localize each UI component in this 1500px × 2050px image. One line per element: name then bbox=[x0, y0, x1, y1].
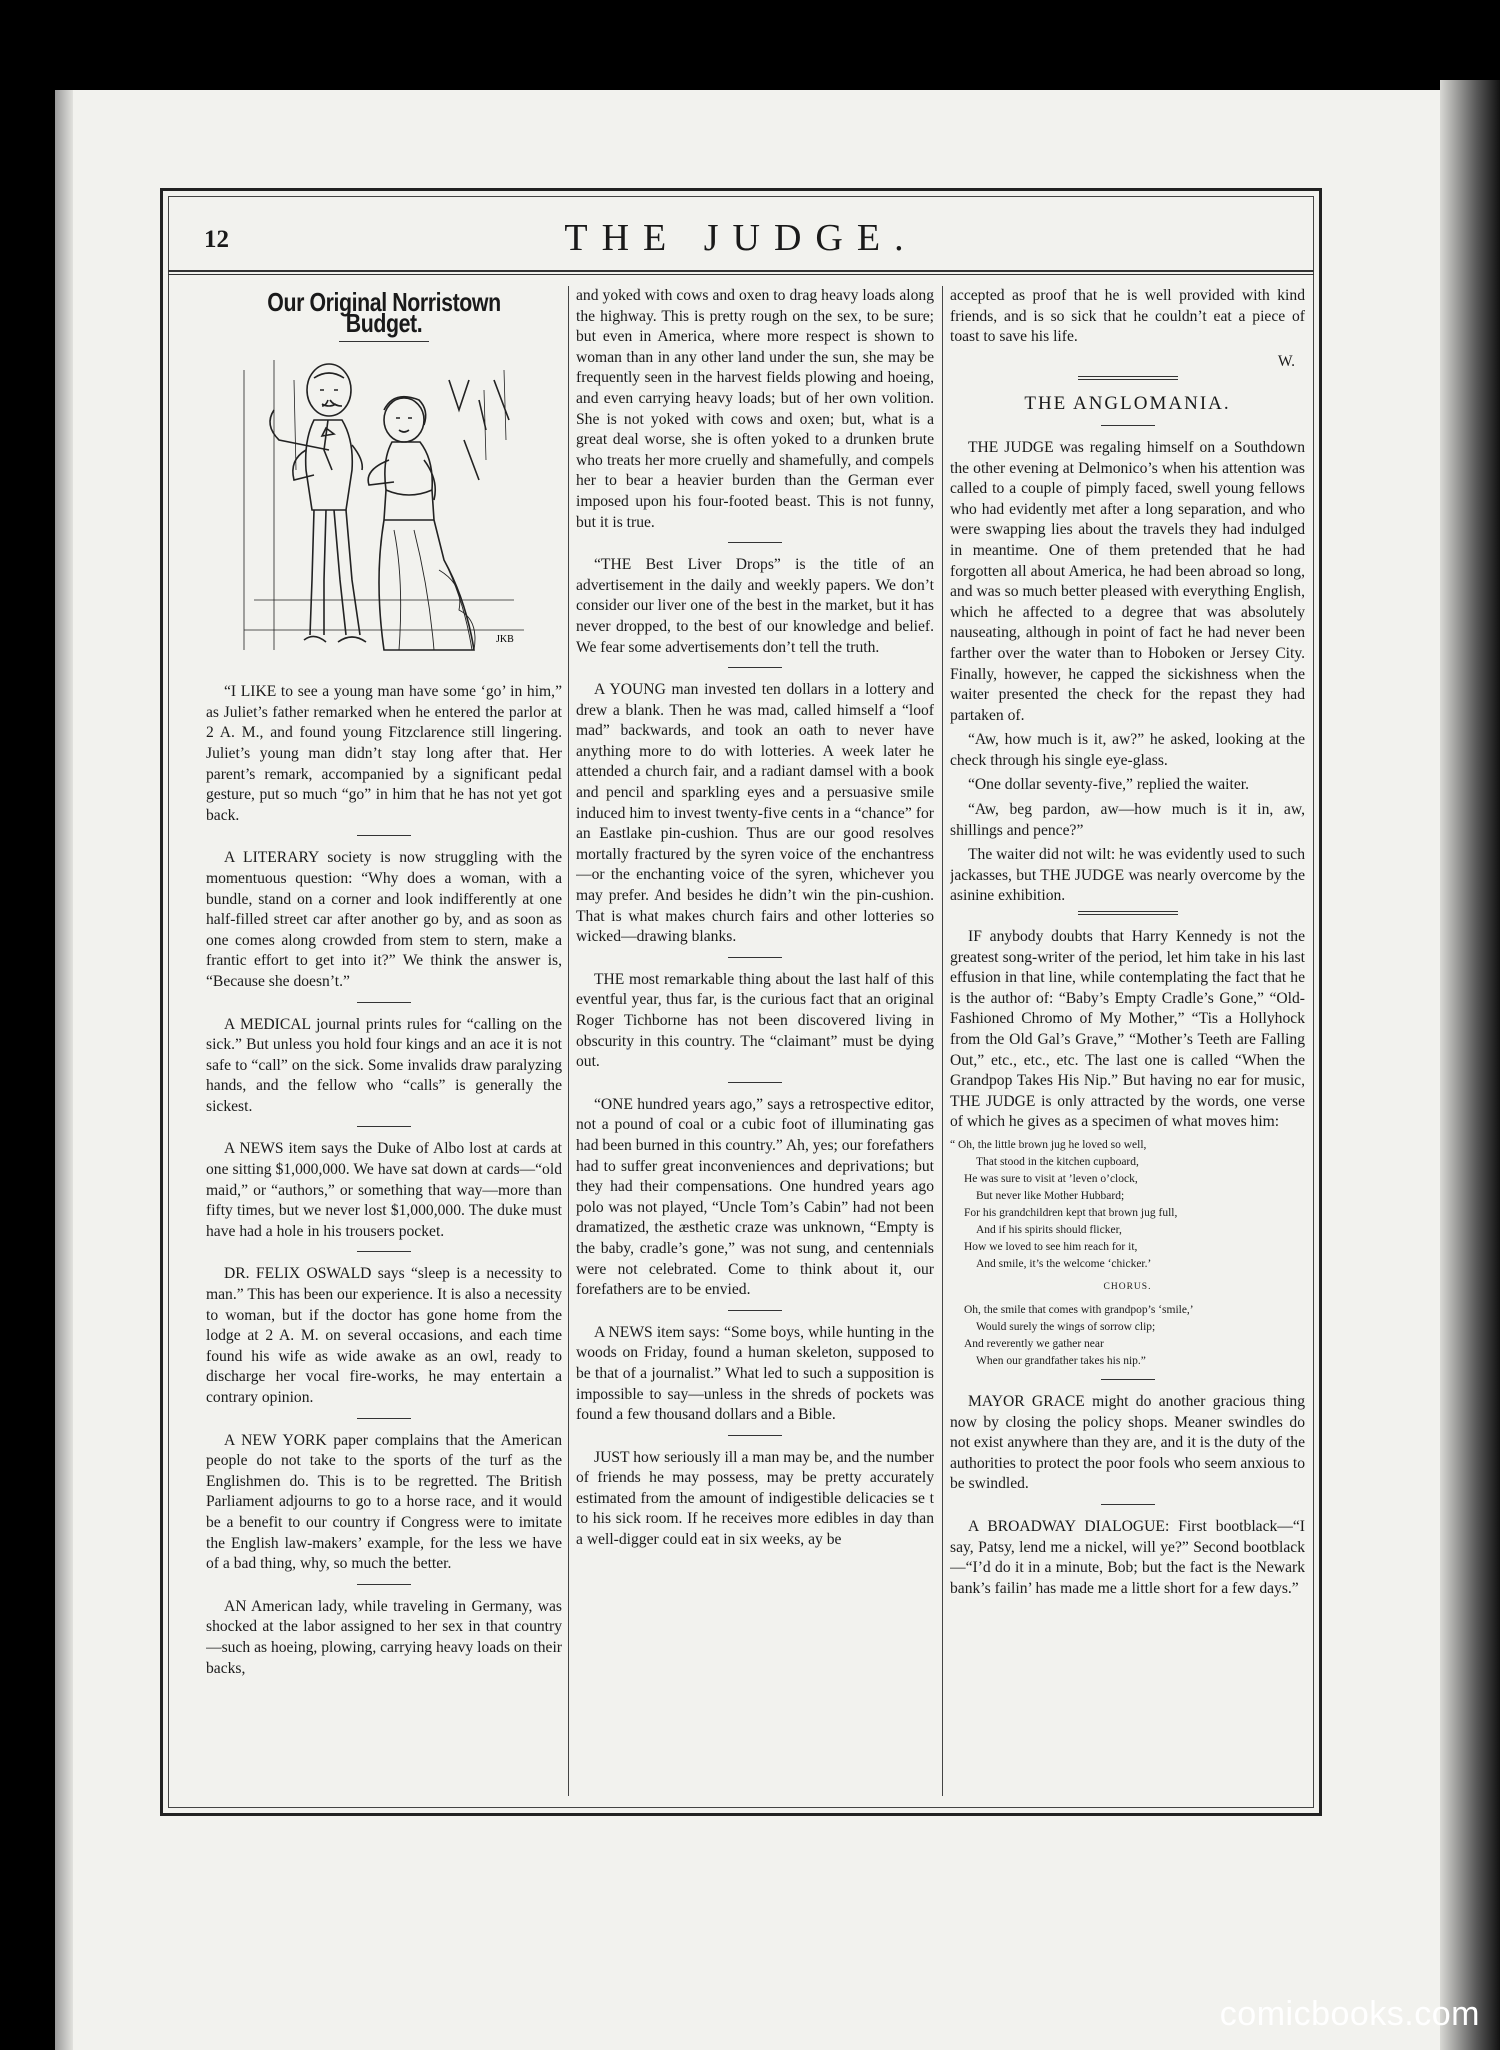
author-signature: W. bbox=[1277, 352, 1295, 370]
paragraph: THE JUDGE was regaling himself on a Southdown the other evening at Delmonico’s when his attention was called to a couple of pimply faced, swell young fellows who had evidently met after a long separation, and who were swapping lies about the travels they had indulged in meantime. One of them pretended that he had forgotten all about America, he had been abroad so long, and was so much better pleased with everything English, which he affected to a degree that was absolutely nauseating, although in point of fact he had never been farther over the water than to Hoboken or Jersey City. Finally, however, he capped the sickishness when the waiter presented the check for the repast they had partaken of. bbox=[950, 438, 1305, 724]
paragraph: “Aw, how much is it, aw?” he asked, looking at the check through his single eye-glass. bbox=[950, 731, 1305, 769]
page-header bbox=[168, 208, 1314, 268]
section-rule bbox=[357, 1584, 411, 1585]
paragraph: “ONE hundred years ago,” says a retrospective editor, not a pound of coal or a cubic foot of illuminating gas had been burned in this country.” Ah, yes; our forefathers had to suffer great inconveniences and deprivations; but they had their compensations. One hundred years ago polo was not played, “Uncle Tom’s Cabin” had not been dramatized, the æsthetic craze was unknown, “Empty is the baby, cradle’s gone,” was not sung, and centennials were not celebrated. Come to think about it, our forefathers are to be envied. bbox=[576, 1095, 934, 1299]
paragraph: DR. FELIX OSWALD says “sleep is a necessity to man.” This has been our experience. It is also a necessity to woman, but if the doctor has gone home from the lodge at 2 A. M. on several occasions, and each time found his wife as wide awake as an owl, ready to discharge her vocal fire-works, he may entertain a contrary opinion. bbox=[206, 1265, 562, 1406]
paragraph: THE most remarkable thing about the last half of this eventful year, thus far, is the curious fact that an original Roger Tichborne has not been discovered living in obscurity in this country. The “claimant” must be dying out. bbox=[576, 970, 934, 1071]
column-2 bbox=[576, 286, 934, 1806]
column-1 bbox=[206, 286, 562, 1806]
section-rule bbox=[728, 1310, 782, 1311]
poem-line: He was sure to visit at ’leven o’clock, bbox=[964, 1172, 1138, 1185]
next-page-edge bbox=[1440, 80, 1500, 2050]
chorus-label: CHORUS. bbox=[1103, 1281, 1152, 1292]
title-rule bbox=[339, 341, 429, 342]
paragraph: accepted as proof that he is well provided with kind friends, and is so sick that he couldn’t eat a piece of toast to save his life. bbox=[950, 287, 1305, 346]
poem-line: But never like Mother Hubbard; bbox=[976, 1189, 1125, 1202]
poem-line: When our grandfather takes his nip.” bbox=[976, 1354, 1146, 1367]
poem-line: And smile, it’s the welcome ‘chicker.’ bbox=[976, 1257, 1152, 1270]
paragraph: JUST how seriously ill a man may be, and the number of friends he may possess, may be pretty accurately estimated from the amount of indigestible delicacies se t to his sick room. If he receives more edibles in day than a well-digger could eat in six weeks, ay be bbox=[576, 1448, 934, 1549]
poem-line: And if his spirits should flicker, bbox=[976, 1223, 1122, 1236]
section-rule bbox=[728, 1082, 782, 1083]
site-watermark: comicbooks.com bbox=[1219, 1995, 1480, 2033]
section-rule bbox=[357, 835, 411, 836]
page-gutter-shadow bbox=[55, 90, 73, 2050]
paragraph: A BROADWAY DIALOGUE: First bootblack—“I say, Patsy, lend me a nickel, will ye?” Second bootblack—“I’d do it in a minute, Bob; but the fact is the Newark bank’s failin’ has made me a little short for a few days.” bbox=[950, 1517, 1305, 1597]
section-rule bbox=[357, 1418, 411, 1419]
paragraph: “Aw, beg pardon, aw—how much is it in, aw, shillings and pence?” bbox=[950, 801, 1305, 839]
header-rule-thin bbox=[168, 274, 1314, 275]
illustrator-signature: JKB bbox=[496, 634, 514, 646]
article-title: Our Original Norristown Budget. bbox=[267, 287, 501, 338]
poem-line: For his grandchildren kept that brown jug full, bbox=[964, 1206, 1178, 1219]
section-rule bbox=[728, 1435, 782, 1436]
poem-verse bbox=[950, 1137, 1305, 1370]
double-rule bbox=[1078, 911, 1178, 912]
poem-line: Oh, the smile that comes with grandpop’s ‘smile,’ bbox=[964, 1303, 1194, 1316]
article-title: THE ANGLOMANIA. bbox=[1024, 393, 1231, 415]
paragraph: A NEW YORK paper complains that the American people do not take to the sports of the turf as the Englishmen do. This is to be regretted. The British Parliament adjourns to go to a horse race, and it would be a benefit to our country if Congress were to imitate the English law-makers’ example, for the less we have of a bad thing, why, so much the better. bbox=[206, 1431, 562, 1573]
paragraph: A YOUNG man invested ten dollars in a lottery and drew a blank. Then he was mad, called himself a “loof mad” backwards, and took an oath to never have anything more to do with lotteries. A week later he attended a church fair, and a radiant damsel with a book and pencil and sparkling eyes and a persuasive smile induced him to invest twenty-five cents in a “chance” for an Eastlake pin-cushion. Thus are our good resolves mortally fractured by the syren voice of the enchantress—or the enchanting voice of the syren, whichever you may prefer. And besides he didn’t win the pin-cushion. That is what makes church fairs and other lotteries so wicked—drawing blanks. bbox=[576, 681, 934, 946]
section-rule bbox=[357, 1251, 411, 1252]
poem-line: “ Oh, the little brown jug he loved so well, bbox=[950, 1138, 1147, 1151]
header-rule bbox=[168, 270, 1314, 272]
paragraph: A MEDICAL journal prints rules for “calling on the sick.” But unless you hold four kings and an ace it is not safe to “call” on the sick. Some invalids draw paralyzing hands, and the fellow who “calls” is generally the sickest. bbox=[206, 1015, 562, 1115]
double-rule bbox=[1078, 376, 1178, 377]
paragraph: A NEWS item says: “Some boys, while hunting in the woods on Friday, found a human skeleton, supposed to be that of a journalist.” What led to such a supposition is impossible to say—unless in the shreds of pockets was found a few thousand dollars and a Bible. bbox=[576, 1323, 934, 1424]
column-3 bbox=[950, 286, 1305, 1806]
section-rule bbox=[1101, 1379, 1155, 1380]
section-rule bbox=[357, 1002, 411, 1003]
paragraph: AN American lady, while traveling in Germany, was shocked at the labor assigned to her sex in that country—such as hoeing, plowing, carrying heavy loads on their backs, bbox=[206, 1597, 562, 1677]
paragraph: IF anybody doubts that Harry Kennedy is not the greatest song-writer of the period, let him take in his last effusion in that line, while contemplating the fact that he is the author of: “Baby’s Empty Cradle’s Gone,” “Old-Fashioned Chromo of My Mother,” “Tis a Hollyhock from the Old Gal’s Grave,” “Mother’s Teeth are Falling Out,” etc., etc., etc. The last one is called “When the Grandpop Takes His Nip.” But having no ear for music, THE JUDGE is only attracted by the words, one verse of which he gives as a specimen of what moves him: bbox=[950, 928, 1305, 1131]
couple-illustration bbox=[234, 350, 534, 670]
section-rule bbox=[728, 542, 782, 543]
title-rule bbox=[1101, 425, 1155, 426]
section-rule bbox=[1101, 1504, 1155, 1505]
paragraph: and yoked with cows and oxen to drag heavy loads along the highway. This is pretty rough on the sex, to be sure; but even in America, where more respect is shown to woman than in any other land under the sun, she may be frequently seen in the harvest fields plowing and hoeing, and even carrying heavy loads; but of her own volition. She is not yoked with cows and oxen; but, what is a great deal worse, she is often yoked to a drunken brute who treats her more cruelly and shamefully, and compels her to bear a heavier burden than the German ever imposed upon his four-footed beast. This is not funny, but it is true. bbox=[576, 287, 934, 531]
section-rule bbox=[728, 957, 782, 958]
masthead: THE JUDGE. bbox=[564, 217, 918, 259]
page-number: 12 bbox=[204, 226, 229, 253]
section-rule bbox=[357, 1126, 411, 1127]
paragraph: The waiter did not wilt: he was evidently used to such jackasses, but THE JUDGE was nearly overcome by the asinine exhibition. bbox=[950, 846, 1305, 905]
poem-line: That stood in the kitchen cupboard, bbox=[976, 1155, 1139, 1168]
paragraph: “THE Best Liver Drops” is the title of an advertisement in the daily and weekly papers. We don’t consider our liver one of the best in the market, but it has never dropped, to the best of our knowledge and belief. We fear some advertisements don’t tell the truth. bbox=[576, 556, 934, 656]
paragraph: A LITERARY society is now struggling with the momentuous question: “Why does a woman, with a bundle, stand on a corner and look indifferently at one half-filled street car after another go by, and as soon as one comes along crowded from stem to stern, make a frantic effort to get into it?” We think the answer is, “Because she doesn’t.” bbox=[206, 849, 562, 990]
double-rule bbox=[1078, 914, 1178, 915]
column-divider bbox=[942, 286, 943, 1796]
double-rule bbox=[1078, 379, 1178, 380]
paragraph: A NEWS item says the Duke of Albo lost at cards at one sitting $1,000,000. We have sat down at cards—“old maid,” or “authors,” or something that way—more than fifty times, but we never lost $1,000,000. The duke must have had a hole in his trousers pocket. bbox=[206, 1140, 562, 1240]
poem-line: Would surely the wings of sorrow clip; bbox=[976, 1320, 1156, 1333]
poem-line: And reverently we gather near bbox=[964, 1337, 1104, 1350]
paragraph: “I LIKE to see a young man have some ‘go’ in him,” as Juliet’s father remarked when he entered the parlor at 2 A. M., and found young Fitzclarence still lingering. Juliet’s young man didn’t stay long after that. Her parent’s remark, accompanied by a significant pedal gesture, put so much “go” in him that he has not yet got back. bbox=[206, 683, 562, 824]
section-rule bbox=[728, 667, 782, 668]
column-divider bbox=[568, 286, 569, 1796]
paragraph: “One dollar seventy-five,” replied the waiter. bbox=[968, 776, 1249, 794]
poem-line: How we loved to see him reach for it, bbox=[964, 1240, 1138, 1253]
paragraph: MAYOR GRACE might do another gracious thing now by closing the policy shops. Meaner swindles do not exist anywhere than they are, and it is the duty of the authorities to protect the poor fools who seem anxious to be swindled. bbox=[950, 1392, 1305, 1493]
